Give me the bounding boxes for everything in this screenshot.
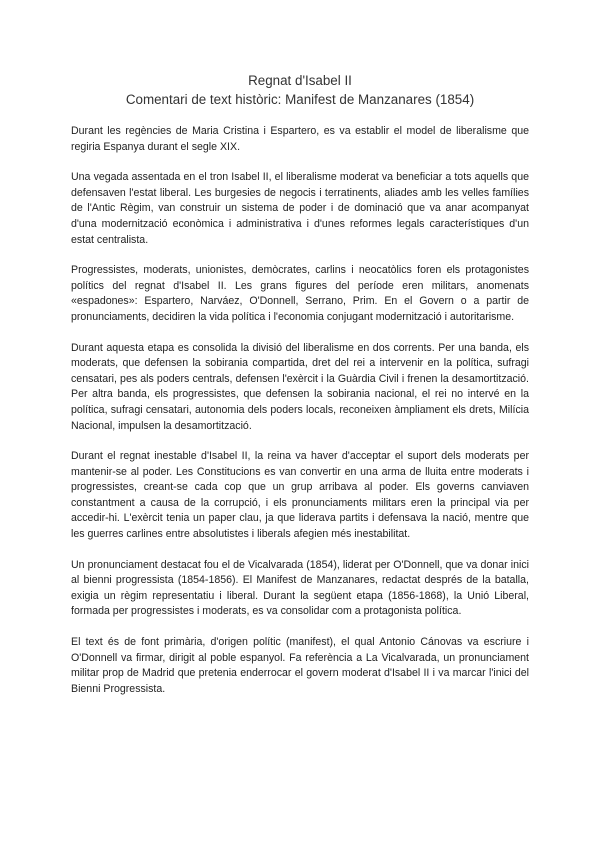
paragraph-4: Durant aquesta etapa es consolida la divisió del liberalisme en dos corrents. Per una banda, els moderats, que defensen la sobirania compartida, dret del rei a intervenir en la política, sufragi censatari, pes als poders centrals, defensen l'exèrcit i la Guàrdia Civil i frenen la desamortització. Per altra banda, els progressistes, que defensen la sobirania nacional, el rei no intervé en la política, sufragi censatari, autonomia dels poders locals, reconeixen àmpliament els drets, Milícia Nacional, impulsen la desamortització. (71, 341, 529, 432)
paragraph-1: Durant les regències de Maria Cristina i Espartero, es va establir el model de liberalisme que regiria Espanya durant el segle XIX. (71, 125, 529, 153)
document-header (0, 71, 600, 109)
document-subtitle: Comentari de text històric: Manifest de Manzanares (1854) (125, 92, 475, 107)
paragraph-7: El text és de font primària, d'origen polític (manifest), el qual Antonio Cánovas va escriure i O'Donnell va firmar, dirigit al poble espanyol. Fa referència a La Vicalvarada, un pronunciament militar prop de Madrid que pretenia enderrocar el govern moderat d'Isabel II i va marcar l'inici del Bienni Progressista. (71, 636, 529, 695)
paragraph-5: Durant el regnat inestable d'Isabel II, la reina va haver d'acceptar el suport dels moderats per mantenir-se al poder. Les Constitucions es van convertir en una arma de lluita entre moderats i progressistes, creant-se cada cop que un grup arribava al poder. Els governs canviaven constantment a causa de la corrupció, i els pronunciaments militars eren la principal via per accedir-hi. L'exèrcit tenia un paper clau, ja que liderava partits i defensava la nació, mentre que les guerres carlines entre absolutistes i liberals afegien més inestabilitat. (71, 450, 529, 541)
paragraph-6: Un pronunciament destacat fou el de Vicalvarada (1854), liderat per O'Donnell, que va donar inici al bienni progressista (1854-1856). El Manifest de Manzanares, redactat després de la batalla, exigia un règim representatiu i liberal. Durant la següent etapa (1856-1868), la Unió Liberal, formada per progressistes i moderats, es va consolidar com a protagonista política. (71, 558, 529, 618)
document-body (71, 124, 529, 712)
paragraph-3: Progressistes, moderats, unionistes, demòcrates, carlins i neocatòlics foren els protagonistes polítics del regnat d'Isabel II. Les grans figures del període eren militars, anomenats «espadones»: Espartero, Narváez, O'Donnell, Serrano, Prim. En el Govern o a partir de pronunciaments, decidiren la vida política i l'economia conjugant modernització i autoritarisme. (71, 264, 529, 323)
document-title: Regnat d'Isabel II (248, 73, 352, 88)
paragraph-2: Una vegada assentada en el tron Isabel II, el liberalisme moderat va beneficiar a tots aquells que defensaven l'estat liberal. Les burgesies de negocis i terratinents, aliades amb les velles famílies de l'Antic Règim, van construir un sistema de poder i de dominació que va anar acompanyat d'una modernització econòmica i administrativa i d'unes reformes legals característiques d'un estat centralista. (71, 171, 529, 246)
